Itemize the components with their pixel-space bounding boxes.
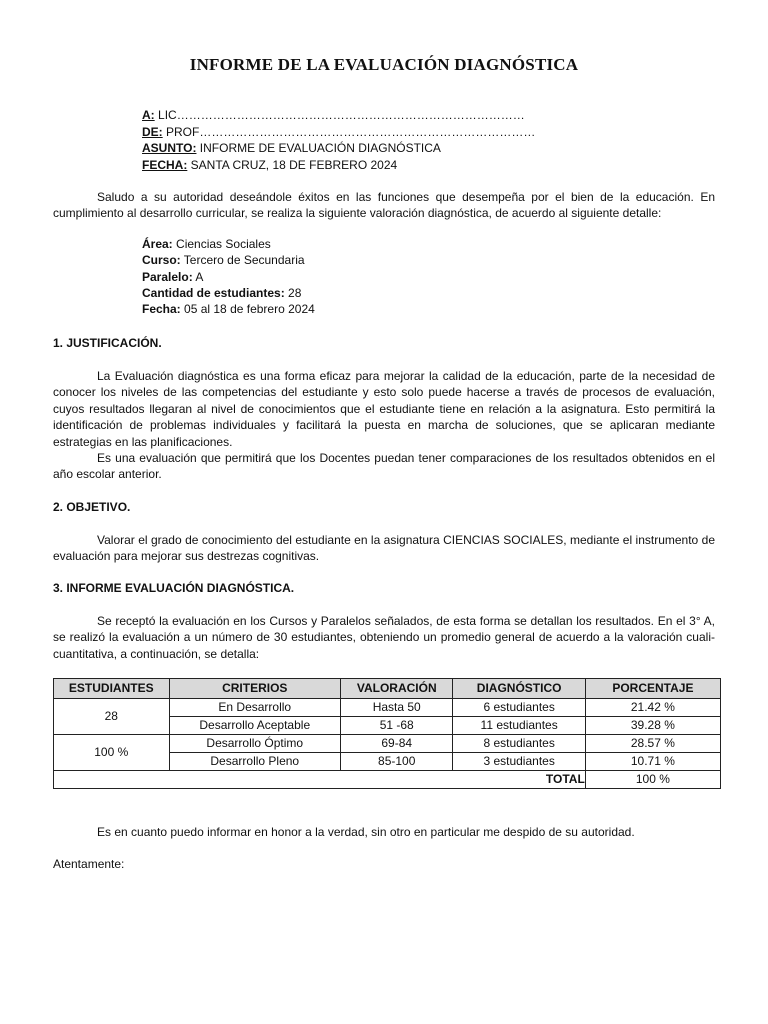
detail-curso — [142, 252, 315, 268]
detail-paralelo-value: A — [195, 269, 204, 284]
memo-date-value: SANTA CRUZ, 18 DE FEBRERO 2024 — [190, 157, 398, 172]
diagnostico-cell: 3 estudiantes — [453, 753, 585, 771]
memo-from-row — [142, 124, 535, 141]
detail-area-label: Área: — [142, 237, 173, 251]
detail-cantidad-value: 28 — [288, 285, 302, 300]
header-estudiantes: ESTUDIANTES — [54, 679, 170, 699]
detail-paralelo — [142, 269, 315, 285]
detail-paralelo-label: Paralelo: — [142, 269, 193, 284]
criterio-cell: En Desarrollo — [169, 699, 340, 717]
total-value: 100 % — [585, 771, 720, 789]
memo-date-label: FECHA: — [142, 157, 188, 172]
memo-to-row — [142, 107, 535, 124]
section-1-heading: 1. JUSTIFICACIÓN. — [53, 336, 162, 350]
memo-subject-label: ASUNTO: — [142, 141, 197, 155]
total-row — [54, 771, 721, 789]
memo-header — [142, 107, 535, 173]
criterio-cell: Desarrollo Óptimo — [169, 735, 340, 753]
memo-from-label: DE: — [142, 124, 163, 139]
course-details — [142, 236, 315, 317]
section-3-heading: 3. INFORME EVALUACIÓN DIAGNÓSTICA. — [53, 581, 295, 595]
diagnostico-cell: 6 estudiantes — [453, 699, 585, 717]
memo-subject-row — [142, 140, 535, 157]
header-porcentaje: PORCENTAJE — [585, 679, 720, 699]
porcentaje-cell: 21.42 % — [585, 699, 720, 717]
valoracion-cell: 51 -68 — [340, 717, 453, 735]
students-percent-cell: 100 % — [54, 735, 170, 771]
memo-to-value: LIC…………………………………………………………………………… — [158, 108, 525, 122]
porcentaje-cell: 39.28 % — [585, 717, 720, 735]
table-row — [54, 735, 721, 753]
criterio-cell: Desarrollo Pleno — [169, 753, 340, 771]
memo-to-label: A: — [142, 108, 155, 122]
valoracion-cell: 85-100 — [340, 753, 453, 771]
detail-cantidad — [142, 285, 315, 301]
results-table — [53, 678, 721, 789]
criterio-cell: Desarrollo Aceptable — [169, 717, 340, 735]
memo-subject-value: INFORME DE EVALUACIÓN DIAGNÓSTICA — [199, 141, 441, 155]
valoracion-cell: Hasta 50 — [340, 699, 453, 717]
diagnostico-cell: 8 estudiantes — [453, 735, 585, 753]
results-header-row — [54, 679, 721, 699]
intro-paragraph: Saludo a su autoridad deseándole éxitos en las funciones que desempeña por el bien de la educación. En cumplimiento al desarrollo curricular, se realiza la siguiente valoración diagnóstica, de acuerdo al siguiente detalle: — [53, 190, 715, 221]
diagnostico-cell: 11 estudiantes — [453, 717, 585, 735]
detail-curso-value: Tercero de Secundaria — [183, 253, 305, 268]
students-count-cell: 28 — [54, 699, 170, 735]
detail-fecha-label: Fecha: — [142, 302, 181, 317]
memo-from-value: PROF………………………………………………………………………… — [166, 124, 536, 139]
detail-area-value: Ciencias Sociales — [176, 237, 271, 251]
detail-fecha — [142, 301, 315, 317]
memo-date-row — [142, 157, 535, 174]
total-label: TOTAL — [54, 771, 586, 789]
section-1-paragraph-1: La Evaluación diagnóstica es una forma eficaz para mejorar la calidad de la educación, parte de la necesidad de conocer los niveles de las competencias del estudiante y esto solo puede hacerse a través de procesos de evaluación, cuyos resultados llegaran al nivel de conocimientos que el estudiante tiene en relación a la asignatura. Esto permitirá la identificación de problemas individuales y facilitará la puesta en marcha de soluciones, que se aplicaran mediante estrategias en las planificaciones. — [53, 369, 715, 449]
detail-area — [142, 236, 315, 252]
header-diagnostico: DIAGNÓSTICO — [453, 679, 585, 699]
porcentaje-cell: 28.57 % — [585, 735, 720, 753]
header-valoracion: VALORACIÓN — [340, 679, 453, 699]
section-2-paragraph: Valorar el grado de conocimiento del estudiante en la asignatura CIENCIAS SOCIALES, mediante el instrumento de evaluación para mejorar sus destrezas cognitivas. — [53, 533, 715, 564]
detail-cantidad-label: Cantidad de estudiantes: — [142, 285, 285, 300]
header-criterios: CRITERIOS — [169, 679, 340, 699]
valoracion-cell: 69-84 — [340, 735, 453, 753]
closing-paragraph: Es en cuanto puedo informar en honor a la verdad, sin otro en particular me despido de su autoridad. — [97, 825, 635, 839]
section-1-paragraph-2: Es una evaluación que permitirá que los Docentes puedan tener comparaciones de los resultados obtenidos en el año escolar anterior. — [53, 451, 715, 482]
table-row — [54, 699, 721, 717]
porcentaje-cell: 10.71 % — [585, 753, 720, 771]
section-3-paragraph: Se receptó la evaluación en los Cursos y Paralelos señalados, de esta forma se detallan los resultados. En el 3° A, se realizó la evaluación a un número de 30 estudiantes, obteniendo un promedio general de acuerdo a la valoración cuali-cuantitativa, a continuación, se detalla: — [53, 614, 715, 661]
section-2-heading: 2. OBJETIVO. — [53, 500, 131, 514]
detail-curso-label: Curso: — [142, 253, 181, 268]
signoff: Atentamente: — [53, 857, 125, 871]
document-title: INFORME DE LA EVALUACIÓN DIAGNÓSTICA — [189, 55, 579, 74]
detail-fecha-value: 05 al 18 de febrero 2024 — [184, 302, 315, 317]
